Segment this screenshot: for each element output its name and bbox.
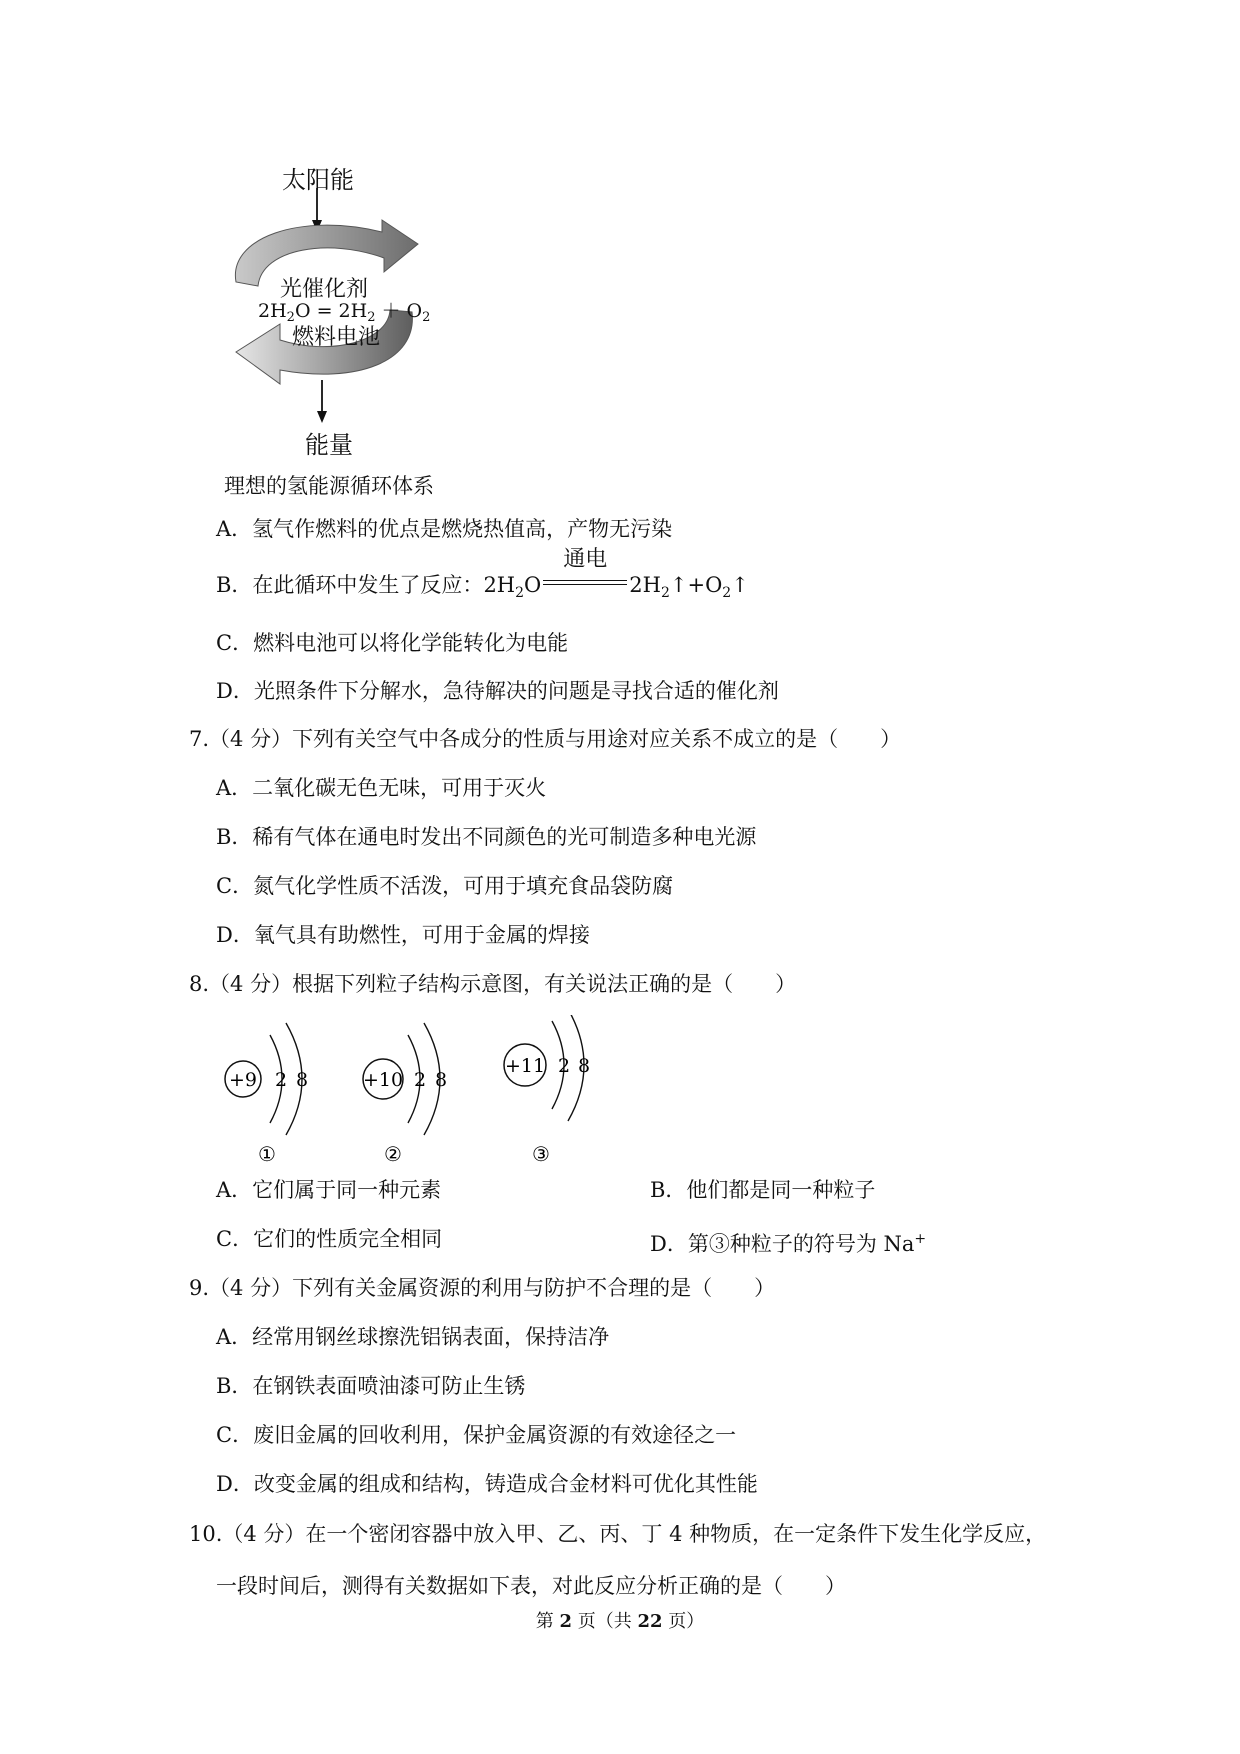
cycle-arrows-graphic — [0, 0, 1240, 470]
particle-2-shell-1: 2 — [413, 1069, 427, 1091]
q7-stem: 7.（4 分）下列有关空气中各成分的性质与用途对应关系不成立的是（ ） — [189, 727, 902, 751]
q8-option-d — [650, 1225, 926, 1258]
q6-option-c: C．燃料电池可以将化学能转化为电能 — [216, 631, 569, 655]
q6-option-b — [216, 547, 749, 607]
footer-middle: 页（共 — [572, 1611, 638, 1632]
fuel-cell-label: 燃料电池 — [292, 325, 381, 350]
particle-1-diagram — [225, 1023, 308, 1166]
q8-option-d-charge: + — [914, 1231, 927, 1247]
q8-option-c: C．它们的性质完全相同 — [216, 1227, 443, 1251]
q8-option-b: B．他们都是同一种粒子 — [650, 1178, 876, 1202]
q9-option-d: D．改变金属的组成和结构，铸造成合金材料可优化其性能 — [216, 1472, 758, 1496]
q8-option-a: A．它们属于同一种元素 — [216, 1178, 442, 1202]
particle-2-diagram — [363, 1023, 447, 1166]
particle-3-nucleus: +11 — [504, 1055, 546, 1077]
particle-3-shell-1: 2 — [557, 1055, 571, 1077]
photocatalyst-label: 光催化剂 — [280, 277, 369, 302]
diagram-caption: 理想的氢能源循环体系 — [224, 474, 434, 498]
q6-option-b-prefix: B．在此循环中发生了反应： — [216, 573, 484, 597]
equation-condition: 通电 — [563, 547, 608, 572]
footer-prefix: 第 — [535, 1611, 560, 1632]
q8-option-d-text: D．第③种粒子的符号为 Na — [650, 1232, 915, 1256]
particle-1-shell-1: 2 — [274, 1069, 288, 1091]
q7-option-c: C．氮气化学性质不活泼，可用于填充食品袋防腐 — [216, 874, 674, 898]
particle-structure-diagrams — [0, 1015, 1240, 1175]
particle-1-nucleus: +9 — [228, 1069, 258, 1091]
q10-stem-line-2: 一段时间后，测得有关数据如下表，对此反应分析正确的是（ ） — [216, 1574, 846, 1598]
particle-3-shell-2: 8 — [577, 1055, 591, 1077]
energy-down-arrow — [317, 380, 327, 423]
q6-option-d: D．光照条件下分解水，急待解决的问题是寻找合适的催化剂 — [216, 679, 779, 703]
q10-stem-line-1: 10.（4 分）在一个密闭容器中放入甲、乙、丙、丁 4 种物质，在一定条件下发生化学反应， — [189, 1522, 1047, 1546]
q6-option-a: A．氢气作燃料的优点是燃烧热值高，产物无污染 — [216, 517, 673, 541]
particle-1-label: ① — [258, 1142, 276, 1166]
water-split-equation: $2H_2O = 2H_2 + O_2$ — [258, 300, 431, 325]
energy-label: 能量 — [305, 431, 353, 459]
particle-2-shell-2: 8 — [434, 1069, 448, 1091]
particle-1-shell-2: 8 — [295, 1069, 309, 1091]
footer-page-number: 2 — [559, 1611, 572, 1632]
particle-3-label: ③ — [532, 1142, 550, 1166]
footer-total-pages: 22 — [637, 1611, 663, 1632]
particle-3-diagram — [504, 1015, 590, 1166]
q9-option-a: A．经常用钢丝球擦洗铝锅表面，保持洁净 — [216, 1325, 610, 1349]
solar-energy-label: 太阳能 — [282, 166, 354, 194]
q7-option-d: D．氧气具有助燃性，可用于金属的焊接 — [216, 923, 590, 947]
q9-option-b: B．在钢铁表面喷油漆可防止生锈 — [216, 1374, 526, 1398]
equation-double-bar — [543, 547, 627, 588]
q8-stem: 8.（4 分）根据下列粒子结构示意图，有关说法正确的是（ ） — [189, 972, 797, 996]
footer-suffix: 页） — [662, 1611, 705, 1632]
particle-2-nucleus: +10 — [362, 1069, 404, 1091]
q7-option-a: A．二氧化碳无色无味，可用于灭火 — [216, 776, 547, 800]
page-footer — [0, 1610, 1240, 1634]
electrolysis-equation: $2H_2O$ 通电 $2H_2↑+O_2↑$ — [483, 547, 749, 601]
q9-stem: 9.（4 分）下列有关金属资源的利用与防护不合理的是（ ） — [189, 1276, 776, 1300]
particle-2-label-text: ② — [384, 1142, 402, 1166]
q7-option-b: B．稀有气体在通电时发出不同颜色的光可制造多种电光源 — [216, 825, 757, 849]
q9-option-c: C．废旧金属的回收利用，保护金属资源的有效途径之一 — [216, 1423, 737, 1447]
